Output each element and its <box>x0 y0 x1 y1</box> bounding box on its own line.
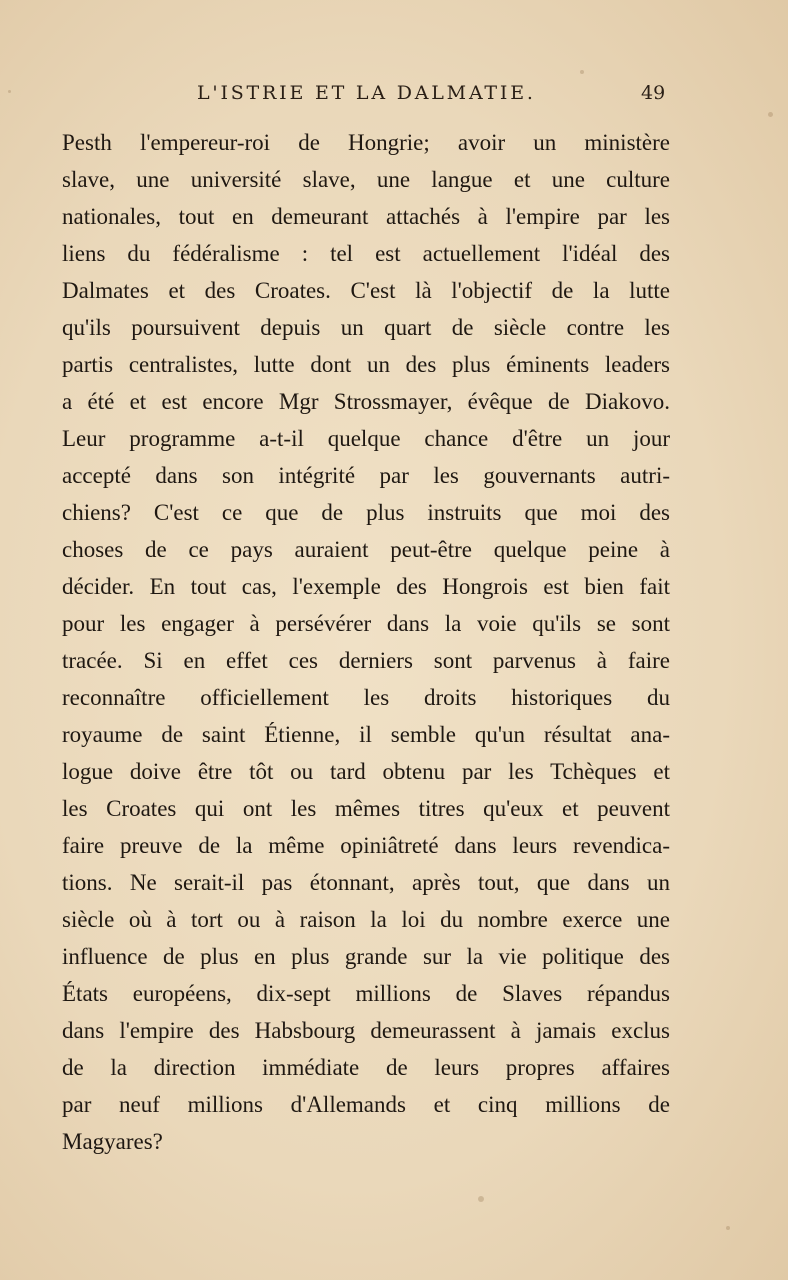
page-header <box>0 82 788 112</box>
page-number: 49 <box>641 82 666 104</box>
body-text <box>62 124 670 1160</box>
text-line: Leur programme a-t-il quelque chance d'être un jour <box>62 426 670 451</box>
text-line: chiens? C'est ce que de plus instruits que moi des <box>62 500 670 525</box>
text-line: siècle où à tort ou à raison la loi du nombre exerce une <box>62 907 670 932</box>
text-line: tracée. Si en effet ces derniers sont parvenus à faire <box>62 648 670 673</box>
text-line: Pesth l'empereur-roi de Hongrie; avoir un ministère <box>62 130 670 155</box>
text-line: Magyares? <box>62 1129 163 1154</box>
paper-speck <box>768 112 773 117</box>
text-line: accepté dans son intégrité par les gouvernants autri- <box>62 463 670 488</box>
text-line: choses de ce pays auraient peut-être quelque peine à <box>62 537 670 562</box>
paper-speck <box>478 1196 484 1202</box>
text-line: Dalmates et des Croates. C'est là l'objectif de la lutte <box>62 278 670 303</box>
text-line: slave, une université slave, une langue et une culture <box>62 167 670 192</box>
text-line: décider. En tout cas, l'exemple des Hongrois est bien fait <box>62 574 670 599</box>
text-line: tions. Ne serait-il pas étonnant, après tout, que dans un <box>62 870 670 895</box>
text-line: États européens, dix-sept millions de Slaves répandus <box>62 981 670 1006</box>
text-line: royaume de saint Étienne, il semble qu'un résultat ana- <box>62 722 670 747</box>
text-line: liens du fédéralisme : tel est actuellement l'idéal des <box>62 241 670 266</box>
text-line: qu'ils poursuivent depuis un quart de siècle contre les <box>62 315 670 340</box>
text-line: faire preuve de la même opiniâtreté dans leurs revendica- <box>62 833 670 858</box>
text-line: reconnaître officiellement les droits historiques du <box>62 685 670 710</box>
text-line: nationales, tout en demeurant attachés à l'empire par les <box>62 204 670 229</box>
text-line: partis centralistes, lutte dont un des plus éminents leaders <box>62 352 670 377</box>
text-line: de la direction immédiate de leurs propres affaires <box>62 1055 670 1080</box>
text-line: dans l'empire des Habsbourg demeurassent à jamais exclus <box>62 1018 670 1043</box>
text-line: influence de plus en plus grande sur la vie politique des <box>62 944 670 969</box>
text-line: logue doive être tôt ou tard obtenu par les Tchèques et <box>62 759 670 784</box>
text-line: les Croates qui ont les mêmes titres qu'eux et peuvent <box>62 796 670 821</box>
text-line: par neuf millions d'Allemands et cinq millions de <box>62 1092 670 1117</box>
paper-speck <box>726 1226 730 1230</box>
paper-speck <box>580 70 584 74</box>
text-line: a été et est encore Mgr Strossmayer, évêque de Diakovo. <box>62 389 670 414</box>
text-line: pour les engager à persévérer dans la voie qu'ils se sont <box>62 611 670 636</box>
running-title: L'ISTRIE ET LA DALMATIE. <box>197 82 536 104</box>
